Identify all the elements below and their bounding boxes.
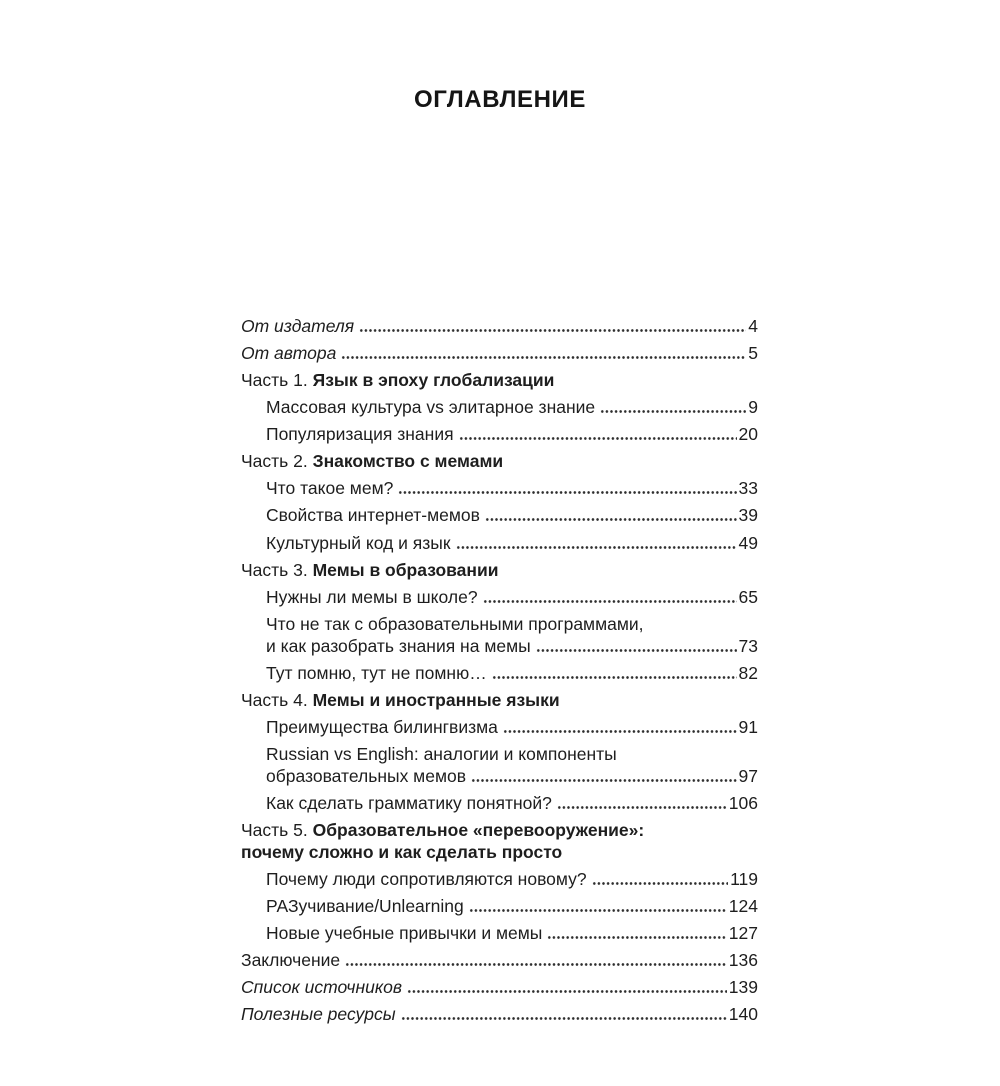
toc-entry xyxy=(241,922,758,944)
toc-line xyxy=(266,586,758,608)
dot-leader xyxy=(359,315,746,337)
toc-label: Мемы в образовании xyxy=(312,560,499,580)
toc-label: Образовательное «перевооружение»: xyxy=(312,820,645,840)
toc-line xyxy=(266,662,758,684)
toc-line xyxy=(266,477,758,499)
toc-entry xyxy=(241,315,758,337)
dot-leader xyxy=(483,586,737,608)
toc-line xyxy=(266,613,758,635)
toc-label: Культурный код и язык xyxy=(266,533,451,553)
toc-entry xyxy=(241,716,758,738)
toc-entry xyxy=(241,743,758,787)
dot-leader xyxy=(471,765,737,787)
dot-leader xyxy=(557,792,727,814)
toc-entry xyxy=(241,613,758,657)
toc-entry xyxy=(241,559,758,581)
toc-label: Заключение xyxy=(241,950,341,970)
toc-entry xyxy=(241,369,758,391)
toc-line xyxy=(241,819,758,841)
page-number: 9 xyxy=(748,397,758,417)
toc-line xyxy=(266,423,758,445)
toc-line xyxy=(266,504,758,526)
toc-label: Мемы и иностранные языки xyxy=(312,690,560,710)
toc-line xyxy=(241,689,758,711)
toc-line xyxy=(266,396,758,418)
page-number: 20 xyxy=(738,424,758,444)
toc-label: и как разобрать знания на мемы xyxy=(266,636,531,656)
toc-part-prefix: Часть 1. xyxy=(241,370,313,390)
toc-entry xyxy=(241,949,758,971)
toc-part-prefix: Часть 3. xyxy=(241,560,313,580)
toc-line xyxy=(241,369,758,391)
toc-label: Знакомство с мемами xyxy=(312,451,504,471)
toc-line xyxy=(241,841,758,863)
toc-label: Что такое мем? xyxy=(266,478,394,498)
toc-line xyxy=(266,868,758,890)
dot-leader xyxy=(345,949,727,971)
toc-line xyxy=(266,895,758,917)
dot-leader xyxy=(469,895,727,917)
toc-list xyxy=(241,315,758,1030)
toc-entry xyxy=(241,396,758,418)
toc-entry xyxy=(241,586,758,608)
page-number: 97 xyxy=(738,766,758,786)
page-number: 127 xyxy=(728,923,758,943)
toc-label: Тут помню, тут не помню… xyxy=(266,663,487,683)
toc-label: РАЗучивание/Unlearning xyxy=(266,896,464,916)
toc-part-prefix: Часть 2. xyxy=(241,451,313,471)
toc-part-prefix: Часть 4. xyxy=(241,690,313,710)
toc-line xyxy=(266,922,758,944)
toc-entry xyxy=(241,895,758,917)
toc-entry xyxy=(241,342,758,364)
toc-entry xyxy=(241,689,758,711)
toc-entry xyxy=(241,1003,758,1025)
toc-label: Как сделать грамматику понятной? xyxy=(266,793,552,813)
toc-line xyxy=(266,532,758,554)
toc-line xyxy=(241,315,758,337)
toc-entry xyxy=(241,532,758,554)
dot-leader xyxy=(536,635,737,657)
toc-entry xyxy=(241,504,758,526)
toc-entry xyxy=(241,868,758,890)
dot-leader xyxy=(407,976,727,998)
toc-label: Новые учебные привычки и мемы xyxy=(266,923,543,943)
toc-line xyxy=(266,635,758,657)
dot-leader xyxy=(341,342,746,364)
page-number: 65 xyxy=(738,587,758,607)
toc-entry xyxy=(241,819,758,863)
toc-label: Преимущества билингвизма xyxy=(266,717,498,737)
toc-label: Список источников xyxy=(241,977,402,997)
dot-leader xyxy=(456,532,737,554)
toc-label: Популяризация знания xyxy=(266,424,454,444)
page-number: 39 xyxy=(738,505,758,525)
toc-label: Массовая культура vs элитарное знание xyxy=(266,397,596,417)
page-number: 73 xyxy=(738,636,758,656)
toc-label: Russian vs English: аналогии и компоненты xyxy=(266,744,617,764)
dot-leader xyxy=(547,922,726,944)
toc-entry xyxy=(241,792,758,814)
page-title: ОГЛАВЛЕНИЕ xyxy=(413,86,587,113)
toc-entry xyxy=(241,423,758,445)
page-number: 106 xyxy=(728,793,758,813)
dot-leader xyxy=(401,1003,727,1025)
page-number: 136 xyxy=(728,950,758,970)
toc-label: Нужны ли мемы в школе? xyxy=(266,587,478,607)
page-number: 139 xyxy=(728,977,758,997)
toc-line xyxy=(266,792,758,814)
page-number: 49 xyxy=(738,533,758,553)
page-number: 4 xyxy=(748,316,758,336)
dot-leader xyxy=(485,504,737,526)
toc-label: Что не так с образовательными программами, xyxy=(266,614,644,634)
dot-leader xyxy=(492,662,737,684)
page-number: 140 xyxy=(728,1004,758,1024)
page-number: 91 xyxy=(738,717,758,737)
page-number: 82 xyxy=(738,663,758,683)
toc-line xyxy=(241,949,758,971)
toc-entry xyxy=(241,450,758,472)
toc-line xyxy=(241,1003,758,1025)
toc-line xyxy=(241,976,758,998)
toc-label: От издателя xyxy=(241,316,355,336)
toc-label: почему сложно и как сделать просто xyxy=(241,842,563,862)
dot-leader xyxy=(459,423,737,445)
toc-label: Полезные ресурсы xyxy=(241,1004,396,1024)
toc-entry xyxy=(241,662,758,684)
page-number: 124 xyxy=(728,896,758,916)
dot-leader xyxy=(398,477,736,499)
toc-entry xyxy=(241,976,758,998)
toc-line xyxy=(266,765,758,787)
page-number: 119 xyxy=(730,869,758,889)
toc-label: Свойства интернет-мемов xyxy=(266,505,480,525)
page-number: 5 xyxy=(748,343,758,363)
dot-leader xyxy=(600,396,746,418)
page-number: 33 xyxy=(738,478,758,498)
toc-label: Почему люди сопротивляются новому? xyxy=(266,869,587,889)
toc-line xyxy=(241,450,758,472)
dot-leader xyxy=(503,716,737,738)
toc-line xyxy=(241,342,758,364)
dot-leader xyxy=(592,868,728,890)
toc-line xyxy=(266,743,758,765)
toc-part-prefix: Часть 5. xyxy=(241,820,313,840)
toc-line xyxy=(266,716,758,738)
toc-page xyxy=(0,86,1000,1024)
toc-line xyxy=(241,559,758,581)
toc-label: От автора xyxy=(241,343,337,363)
toc-entry xyxy=(241,477,758,499)
toc-label: образовательных мемов xyxy=(266,766,467,786)
toc-label: Язык в эпоху глобализации xyxy=(312,370,555,390)
